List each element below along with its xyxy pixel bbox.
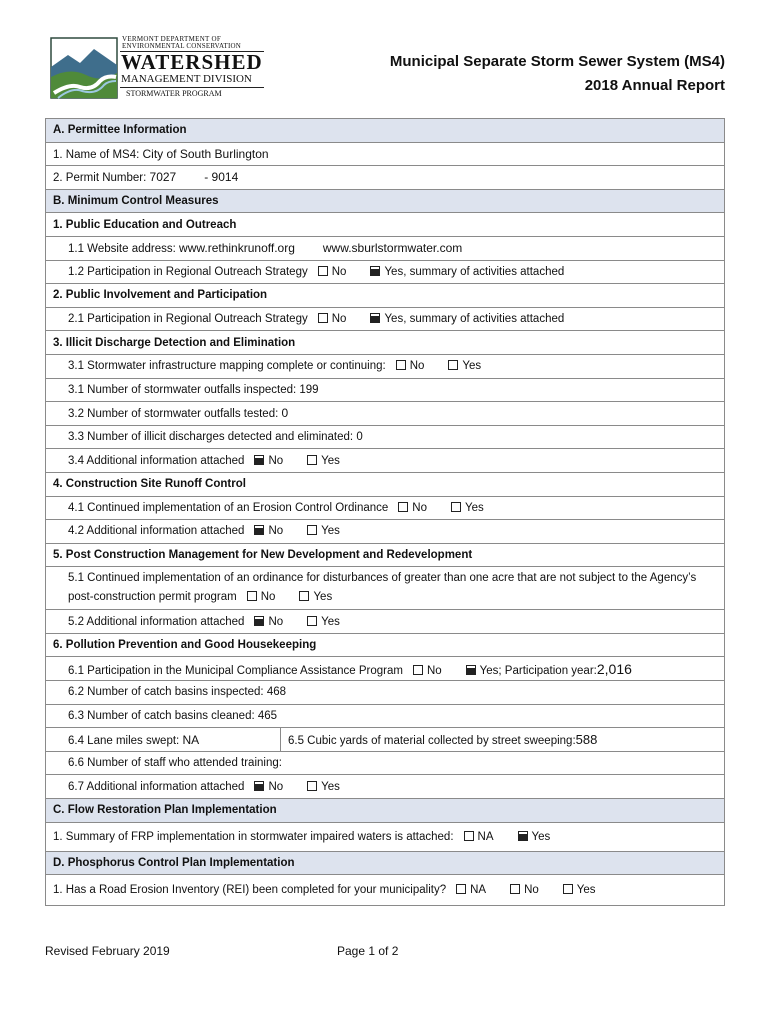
ms4-name-label: 1. Name of MS4: [53, 148, 140, 161]
logo-line-2: ENVIRONMENTAL CONSERVATION [122, 42, 241, 50]
question-label: 3.1 Stormwater infrastructure mapping complete or continuing: [68, 360, 386, 373]
checkbox-no-checked[interactable] [254, 455, 264, 465]
website-field-1[interactable]: www.rethinkrunoff.org [179, 241, 295, 256]
measure-title: 1. Public Education and Outreach [46, 213, 725, 237]
option-label: Yes [531, 830, 551, 843]
checkbox-yes-checked[interactable] [370, 313, 380, 323]
cubic-yards-field[interactable]: 588 [575, 732, 598, 748]
option-label: Yes [464, 501, 484, 514]
q-1-2-row [46, 260, 725, 284]
option-label: No [409, 360, 425, 373]
question-label: 6.5 Cubic yards of material collected by street sweeping: [288, 735, 576, 748]
checkbox-yes[interactable] [451, 502, 461, 512]
q-3-1-row [46, 354, 725, 378]
option-label: Yes; Participation year: [479, 664, 597, 677]
website-field-2[interactable]: www.sburlstormwater.com [322, 241, 463, 256]
section-title: D. Phosphorus Control Plan Implementation [46, 851, 725, 875]
section-b-header [46, 189, 725, 213]
checkbox-yes[interactable] [307, 616, 317, 626]
question-label: 3.1 Number of stormwater outfalls inspected: [68, 383, 297, 396]
watershed-logo [50, 37, 266, 101]
report-title-line-2: 2018 Annual Report [584, 77, 725, 94]
option-label: NA [477, 830, 494, 843]
option-label: NA [470, 884, 487, 897]
option-label: Yes [462, 360, 482, 373]
checkbox-no[interactable] [398, 502, 408, 512]
question-label: 3.2 Number of stormwater outfalls tested: [68, 408, 279, 421]
illicit-discharges-row [46, 425, 725, 449]
q-6-7-row [46, 775, 725, 799]
logo-rule [120, 87, 264, 88]
measure-title: 5. Post Construction Management for New Development and Redevelopment [46, 543, 725, 567]
option-label: Yes [321, 780, 340, 793]
option-label: Yes [313, 591, 333, 604]
question-label: 3.3 Number of illicit discharges detected and eliminated: [68, 431, 354, 444]
checkbox-no[interactable] [318, 313, 328, 323]
ms4-name-row [46, 142, 725, 166]
checkbox-yes[interactable] [307, 781, 317, 791]
outfalls-inspected-row [46, 378, 725, 402]
question-label: 6.2 Number of catch basins inspected: [68, 686, 264, 699]
checkbox-yes[interactable] [448, 360, 458, 370]
section-a-header [46, 119, 725, 143]
question-label: 6.6 Number of staff who attended training: [68, 757, 282, 770]
measure-title: 6. Pollution Prevention and Good Housekeeping [46, 633, 725, 657]
ms4-name-field[interactable]: City of South Burlington [142, 146, 269, 161]
footer-revised: Revised February 2019 [45, 944, 170, 958]
lane-miles-field[interactable]: NA [182, 732, 200, 747]
checkbox-yes[interactable] [307, 525, 317, 535]
option-label: No [268, 454, 284, 467]
logo-line-4: MANAGEMENT DIVISION [121, 73, 252, 85]
measure-5-header [46, 543, 725, 567]
report-form [45, 118, 725, 906]
q-4-2-row [46, 520, 725, 544]
option-label: No [331, 313, 347, 326]
option-label: Yes [321, 525, 340, 538]
q-4-1-row [46, 496, 725, 520]
rei-row [46, 875, 725, 906]
section-title: B. Minimum Control Measures [46, 189, 725, 213]
checkbox-no[interactable] [510, 884, 520, 894]
checkbox-yes-checked[interactable] [370, 266, 380, 276]
option-label: No [524, 884, 539, 897]
measure-title: 2. Public Involvement and Participation [46, 284, 725, 308]
question-label: 4.2 Additional information attached [68, 525, 245, 538]
checkbox-no-checked[interactable] [254, 616, 264, 626]
checkbox-yes-checked[interactable] [518, 831, 528, 841]
measure-title: 3. Illicit Discharge Detection and Elimination [46, 331, 725, 355]
question-label: 6.1 Participation in the Municipal Compliance Assistance Program [68, 664, 403, 677]
sweeping-row [46, 728, 725, 752]
q-5-1-row [46, 567, 725, 610]
question-label: 4.1 Continued implementation of an Erosion Control Ordinance [68, 501, 389, 514]
permit-number-field-1[interactable]: 7027 [149, 170, 177, 185]
website-label: 1.1 Website address: [68, 243, 176, 256]
option-label: Yes, summary of activities attached [384, 265, 565, 278]
report-title [390, 50, 725, 98]
checkbox-no[interactable] [247, 591, 257, 601]
question-label: 3.4 Additional information attached [68, 454, 245, 467]
checkbox-yes[interactable] [299, 591, 309, 601]
question-label: 5.1 Continued implementation of an ordinance for disturbances of greater than one acre that are not subject to the Agency’s post-construction permit program [68, 572, 697, 604]
q-6-1-row [46, 657, 725, 681]
q-2-1-row [46, 307, 725, 331]
option-label: Yes [576, 884, 596, 897]
permit-number-field-2[interactable]: - 9014 [204, 170, 239, 185]
watershed-landscape-icon [50, 37, 118, 99]
q-5-2-row [46, 610, 725, 634]
participation-year-field[interactable]: 2,016 [596, 660, 632, 677]
option-label: No [331, 265, 347, 278]
question-label: 1. Summary of FRP implementation in stormwater impaired waters is attached: [53, 830, 454, 843]
option-label: No [268, 615, 284, 628]
question-label: 1.2 Participation in Regional Outreach Strategy [68, 265, 308, 278]
checkbox-no-checked[interactable] [254, 525, 264, 535]
option-label: No [260, 591, 276, 604]
outfalls-tested-row [46, 402, 725, 426]
question-label: 6.7 Additional information attached [68, 780, 245, 793]
checkbox-na[interactable] [464, 831, 474, 841]
staff-training-row [46, 751, 725, 775]
option-label: Yes [321, 615, 340, 628]
logo-line-3: WATERSHED [121, 50, 263, 74]
illicit-discharges-field[interactable]: 0 [356, 431, 363, 444]
checkbox-yes[interactable] [307, 455, 317, 465]
question-label: 6.3 Number of catch basins cleaned: [68, 709, 255, 722]
checkbox-no[interactable] [318, 266, 328, 276]
website-row [46, 236, 725, 260]
catch-basins-inspected-field[interactable]: 468 [266, 686, 286, 699]
section-title: A. Permittee Information [46, 119, 725, 143]
measure-title: 4. Construction Site Runoff Control [46, 472, 725, 496]
checkbox-no-checked[interactable] [254, 781, 264, 791]
checkbox-yes[interactable] [563, 884, 573, 894]
catch-basins-cleaned-row [46, 704, 725, 728]
outfalls-inspected-field[interactable]: 199 [299, 383, 319, 396]
permit-number-row [46, 166, 725, 190]
q-3-4-row [46, 449, 725, 473]
outfalls-tested-field[interactable]: 0 [281, 406, 289, 421]
option-label: No [426, 664, 442, 677]
catch-basins-cleaned-field[interactable]: 465 [257, 709, 278, 722]
question-label: 6.4 Lane miles swept: [68, 734, 180, 747]
measure-6-header [46, 633, 725, 657]
option-label: No [268, 525, 284, 538]
question-label: 5.2 Additional information attached [68, 615, 245, 628]
measure-4-header [46, 472, 725, 496]
footer-page-number: Page 1 of 2 [337, 944, 399, 958]
checkbox-yes-checked[interactable] [466, 665, 476, 675]
measure-3-header [46, 331, 725, 355]
logo-line-1: VERMONT DEPARTMENT OF [122, 35, 222, 43]
report-title-line-1: Municipal Separate Storm Sewer System (MS4) [389, 53, 725, 70]
section-title: C. Flow Restoration Plan Implementation [46, 799, 725, 823]
option-label: No [412, 501, 427, 514]
question-label: 1. Has a Road Erosion Inventory (REI) been completed for your municipality? [53, 884, 447, 897]
section-c-header [46, 799, 725, 823]
option-label: Yes [321, 454, 340, 467]
checkbox-no[interactable] [396, 360, 406, 370]
checkbox-no[interactable] [413, 665, 423, 675]
question-label: 2.1 Participation in Regional Outreach Strategy [68, 313, 308, 326]
measure-2-header [46, 284, 725, 308]
option-label: Yes, summary of activities attached [384, 313, 565, 326]
frp-row [46, 822, 725, 851]
catch-basins-inspected-row [46, 681, 725, 705]
option-label: No [268, 780, 284, 793]
measure-1-header [46, 213, 725, 237]
checkbox-na[interactable] [456, 884, 466, 894]
logo-line-5: STORMWATER PROGRAM [126, 89, 222, 98]
section-d-header [46, 851, 725, 875]
permit-number-label: 2. Permit Number: [53, 172, 147, 185]
